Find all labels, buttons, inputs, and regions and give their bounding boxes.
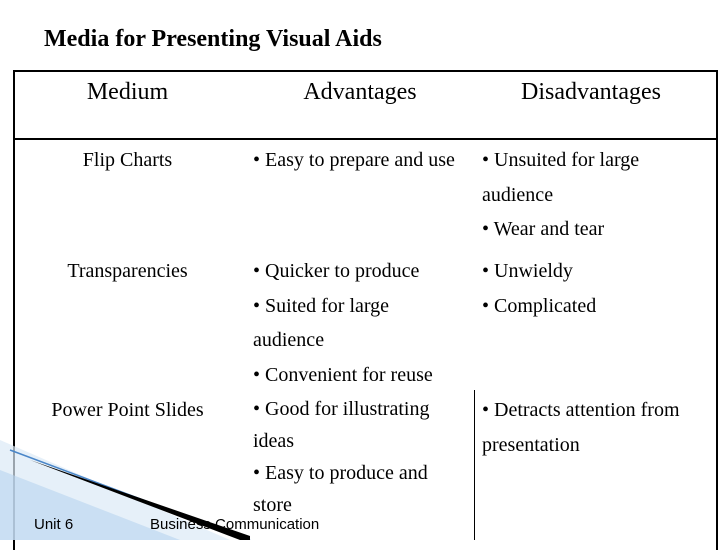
list-item [253,254,473,289]
list-item [482,289,687,324]
list-item-text: Easy to produce and store [253,462,428,516]
advantages-cell [253,254,473,392]
bullet-glyph: • [253,260,261,282]
disadvantages-cell [482,143,687,247]
list-item-text: Easy to prepare and use [265,149,455,171]
list-item-text: Unwieldy [494,260,573,282]
list-item-text: Unsuited for large audience [482,149,640,206]
list-item [253,457,453,521]
advantages-cell [253,393,468,521]
list-item-text: Detracts attention from presentation [482,399,680,456]
footer-unit: Unit 6 [34,516,74,533]
list-item [482,254,687,289]
bullet-glyph: • [482,294,490,317]
list-item-text: Complicated [494,294,597,317]
column-divider [474,390,475,540]
list-item [253,358,473,393]
header-medium: Medium [86,79,169,105]
list-item [482,212,687,247]
bullet-glyph: • [253,294,261,317]
list-item [253,289,453,358]
medium-cell: Flip Charts [82,149,173,171]
slide-title: Media for Presenting Visual Aids [44,26,382,52]
header-divider [13,138,718,140]
list-item [253,143,468,178]
list-item-text: Suited for large audience [253,294,390,351]
advantages-cell [253,143,468,178]
bullet-glyph: • [482,260,490,282]
medium-cell: Transparencies [67,260,188,282]
list-item-text: Wear and tear [493,218,605,240]
footer-course: Business Communication [150,516,320,533]
disadvantages-cell [482,393,687,462]
medium-cell: Power Point Slides [51,399,204,421]
header-disadvantages: Disadvantages [521,79,661,105]
list-item [482,143,687,212]
list-item [482,393,687,462]
bullet-glyph: • [482,399,490,421]
bullet-glyph: • [482,218,490,240]
bullet-glyph: • [253,149,261,171]
list-item-text: Convenient for reuse [265,363,433,386]
list-item [253,393,468,457]
bullet-glyph: • [482,149,490,171]
header-advantages: Advantages [303,79,417,105]
bullet-glyph: • [253,363,261,386]
list-item-text: Good for illustrating ideas [253,398,430,452]
list-item-text: Quicker to produce [265,260,420,282]
bullet-glyph: • [253,462,261,484]
bullet-glyph: • [253,398,261,420]
disadvantages-cell [482,254,687,323]
